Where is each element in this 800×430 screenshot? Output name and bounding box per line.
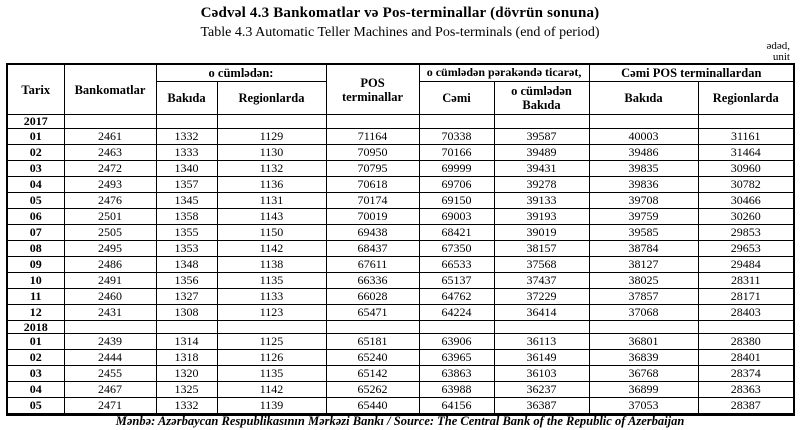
col-header-perakende-ticaret: o cümlədən pərakəndə ticarət, bbox=[419, 64, 589, 82]
value-cell: 2491 bbox=[64, 272, 156, 288]
table-row bbox=[7, 128, 794, 144]
value-cell: 2463 bbox=[64, 144, 156, 160]
value-cell: 36839 bbox=[589, 350, 698, 366]
empty-cell bbox=[64, 320, 156, 334]
value-cell: 37437 bbox=[494, 272, 589, 288]
unit-label-en: unit bbox=[772, 50, 790, 63]
value-cell: 2461 bbox=[64, 128, 156, 144]
value-cell: 1353 bbox=[156, 240, 217, 256]
value-cell: 2431 bbox=[64, 304, 156, 320]
month-cell: 05 bbox=[7, 192, 64, 208]
empty-cell bbox=[217, 115, 326, 129]
value-cell: 67611 bbox=[326, 256, 419, 272]
value-cell: 39587 bbox=[494, 128, 589, 144]
value-cell: 29484 bbox=[698, 256, 794, 272]
year-cell: 2018 bbox=[7, 320, 64, 334]
value-cell: 28387 bbox=[698, 398, 794, 415]
value-cell: 1308 bbox=[156, 304, 217, 320]
value-cell: 29853 bbox=[698, 224, 794, 240]
value-cell: 1332 bbox=[156, 128, 217, 144]
value-cell: 1345 bbox=[156, 192, 217, 208]
unit-labels bbox=[766, 41, 790, 62]
value-cell: 31464 bbox=[698, 144, 794, 160]
col-header-cemi: Cəmi bbox=[419, 82, 494, 115]
value-cell: 2439 bbox=[64, 334, 156, 350]
value-cell: 1135 bbox=[217, 272, 326, 288]
value-cell: 70174 bbox=[326, 192, 419, 208]
value-cell: 65471 bbox=[326, 304, 419, 320]
value-cell: 1125 bbox=[217, 334, 326, 350]
month-cell: 01 bbox=[7, 334, 64, 350]
value-cell: 38127 bbox=[589, 256, 698, 272]
value-cell: 1333 bbox=[156, 144, 217, 160]
value-cell: 2495 bbox=[64, 240, 156, 256]
value-cell: 30782 bbox=[698, 176, 794, 192]
value-cell: 1132 bbox=[217, 160, 326, 176]
value-cell: 65240 bbox=[326, 350, 419, 366]
value-cell: 39133 bbox=[494, 192, 589, 208]
value-cell: 39708 bbox=[589, 192, 698, 208]
value-cell: 65137 bbox=[419, 272, 494, 288]
value-cell: 37068 bbox=[589, 304, 698, 320]
value-cell: 36414 bbox=[494, 304, 589, 320]
value-cell: 64762 bbox=[419, 288, 494, 304]
value-cell: 1150 bbox=[217, 224, 326, 240]
col-header-pos-terminallar: POS terminallar bbox=[326, 64, 419, 115]
empty-cell bbox=[217, 320, 326, 334]
col-header-tarix: Tarix bbox=[7, 64, 64, 115]
col-header-bakida-pos: Bakıda bbox=[589, 82, 698, 115]
empty-cell bbox=[589, 320, 698, 334]
col-header-bakida-atm: Bakıda bbox=[156, 82, 217, 115]
value-cell: 68437 bbox=[326, 240, 419, 256]
table-row bbox=[7, 304, 794, 320]
value-cell: 39019 bbox=[494, 224, 589, 240]
value-cell: 37857 bbox=[589, 288, 698, 304]
value-cell: 1142 bbox=[217, 382, 326, 398]
value-cell: 70019 bbox=[326, 208, 419, 224]
value-cell: 36149 bbox=[494, 350, 589, 366]
value-cell: 65440 bbox=[326, 398, 419, 415]
value-cell: 39489 bbox=[494, 144, 589, 160]
value-cell: 1320 bbox=[156, 366, 217, 382]
value-cell: 1138 bbox=[217, 256, 326, 272]
value-cell: 36801 bbox=[589, 334, 698, 350]
value-cell: 30260 bbox=[698, 208, 794, 224]
value-cell: 1318 bbox=[156, 350, 217, 366]
table-row bbox=[7, 382, 794, 398]
month-cell: 07 bbox=[7, 224, 64, 240]
value-cell: 36103 bbox=[494, 366, 589, 382]
value-cell: 1358 bbox=[156, 208, 217, 224]
col-header-regionlarda-pos: Regionlarda bbox=[698, 82, 794, 115]
year-row bbox=[7, 115, 794, 129]
empty-cell bbox=[589, 115, 698, 129]
value-cell: 2467 bbox=[64, 382, 156, 398]
month-cell: 04 bbox=[7, 382, 64, 398]
value-cell: 1126 bbox=[217, 350, 326, 366]
value-cell: 37229 bbox=[494, 288, 589, 304]
value-cell: 1123 bbox=[217, 304, 326, 320]
month-cell: 02 bbox=[7, 350, 64, 366]
month-cell: 03 bbox=[7, 160, 64, 176]
source-attribution: Mənbə: Azərbaycan Respublikasının Mərkəzi Bankı / Source: The Central Bank of the Republic of Azerbaijan bbox=[115, 414, 685, 428]
value-cell: 28380 bbox=[698, 334, 794, 350]
atm-pos-table bbox=[6, 63, 795, 416]
value-cell: 69003 bbox=[419, 208, 494, 224]
empty-cell bbox=[156, 320, 217, 334]
value-cell: 63988 bbox=[419, 382, 494, 398]
month-cell: 12 bbox=[7, 304, 64, 320]
value-cell: 70950 bbox=[326, 144, 419, 160]
value-cell: 1139 bbox=[217, 398, 326, 415]
value-cell: 37053 bbox=[589, 398, 698, 415]
month-cell: 04 bbox=[7, 176, 64, 192]
value-cell: 2476 bbox=[64, 192, 156, 208]
value-cell: 1142 bbox=[217, 240, 326, 256]
value-cell: 2493 bbox=[64, 176, 156, 192]
month-cell: 11 bbox=[7, 288, 64, 304]
month-cell: 05 bbox=[7, 398, 64, 415]
value-cell: 66533 bbox=[419, 256, 494, 272]
month-cell: 10 bbox=[7, 272, 64, 288]
table-row bbox=[7, 366, 794, 382]
value-cell: 1327 bbox=[156, 288, 217, 304]
month-cell: 06 bbox=[7, 208, 64, 224]
month-cell: 03 bbox=[7, 366, 64, 382]
value-cell: 66336 bbox=[326, 272, 419, 288]
empty-cell bbox=[698, 320, 794, 334]
empty-cell bbox=[64, 115, 156, 129]
empty-cell bbox=[326, 320, 419, 334]
empty-cell bbox=[419, 115, 494, 129]
value-cell: 70795 bbox=[326, 160, 419, 176]
value-cell: 68421 bbox=[419, 224, 494, 240]
value-cell: 39486 bbox=[589, 144, 698, 160]
table-row bbox=[7, 208, 794, 224]
month-cell: 09 bbox=[7, 256, 64, 272]
value-cell: 71164 bbox=[326, 128, 419, 144]
value-cell: 1136 bbox=[217, 176, 326, 192]
table-row bbox=[7, 176, 794, 192]
month-cell: 08 bbox=[7, 240, 64, 256]
value-cell: 69999 bbox=[419, 160, 494, 176]
value-cell: 36768 bbox=[589, 366, 698, 382]
table-row bbox=[7, 272, 794, 288]
value-cell: 1340 bbox=[156, 160, 217, 176]
value-cell: 1357 bbox=[156, 176, 217, 192]
value-cell: 1129 bbox=[217, 128, 326, 144]
value-cell: 63965 bbox=[419, 350, 494, 366]
value-cell: 69438 bbox=[326, 224, 419, 240]
value-cell: 2471 bbox=[64, 398, 156, 415]
value-cell: 1130 bbox=[217, 144, 326, 160]
value-cell: 40003 bbox=[589, 128, 698, 144]
value-cell: 39836 bbox=[589, 176, 698, 192]
table-row bbox=[7, 256, 794, 272]
col-header-o-cumleden: o cümlədən: bbox=[156, 64, 326, 82]
value-cell: 2460 bbox=[64, 288, 156, 304]
table-title-az: Cədvəl 4.3 Bankomatlar və Pos-terminallar (dövrün sonuna) bbox=[200, 5, 600, 21]
value-cell: 28374 bbox=[698, 366, 794, 382]
value-cell: 1133 bbox=[217, 288, 326, 304]
unit-label-az: ədəd, bbox=[766, 40, 790, 52]
table-row bbox=[7, 224, 794, 240]
value-cell: 30466 bbox=[698, 192, 794, 208]
value-cell: 1143 bbox=[217, 208, 326, 224]
value-cell: 1332 bbox=[156, 398, 217, 415]
value-cell: 64156 bbox=[419, 398, 494, 415]
table-row bbox=[7, 144, 794, 160]
value-cell: 1356 bbox=[156, 272, 217, 288]
col-header-regionlarda-atm: Regionlarda bbox=[217, 82, 326, 115]
table-row bbox=[7, 398, 794, 415]
value-cell: 39759 bbox=[589, 208, 698, 224]
table-row bbox=[7, 192, 794, 208]
value-cell: 1314 bbox=[156, 334, 217, 350]
value-cell: 28171 bbox=[698, 288, 794, 304]
table-row bbox=[7, 350, 794, 366]
value-cell: 36237 bbox=[494, 382, 589, 398]
empty-cell bbox=[419, 320, 494, 334]
value-cell: 2455 bbox=[64, 366, 156, 382]
year-row bbox=[7, 320, 794, 334]
value-cell: 1131 bbox=[217, 192, 326, 208]
value-cell: 39431 bbox=[494, 160, 589, 176]
empty-cell bbox=[698, 115, 794, 129]
empty-cell bbox=[326, 115, 419, 129]
value-cell: 28403 bbox=[698, 304, 794, 320]
value-cell: 2486 bbox=[64, 256, 156, 272]
value-cell: 64224 bbox=[419, 304, 494, 320]
table-body bbox=[7, 115, 794, 415]
value-cell: 70338 bbox=[419, 128, 494, 144]
value-cell: 36899 bbox=[589, 382, 698, 398]
value-cell: 65142 bbox=[326, 366, 419, 382]
table-row bbox=[7, 160, 794, 176]
value-cell: 63906 bbox=[419, 334, 494, 350]
col-header-cemi-pos-terminallardan: Cəmi POS terminallardan bbox=[589, 64, 794, 82]
value-cell: 38025 bbox=[589, 272, 698, 288]
value-cell: 38157 bbox=[494, 240, 589, 256]
value-cell: 2444 bbox=[64, 350, 156, 366]
value-cell: 37568 bbox=[494, 256, 589, 272]
value-cell: 1355 bbox=[156, 224, 217, 240]
table-row bbox=[7, 288, 794, 304]
value-cell: 2505 bbox=[64, 224, 156, 240]
value-cell: 1135 bbox=[217, 366, 326, 382]
value-cell: 28311 bbox=[698, 272, 794, 288]
table-row bbox=[7, 240, 794, 256]
value-cell: 65181 bbox=[326, 334, 419, 350]
value-cell: 67350 bbox=[419, 240, 494, 256]
empty-cell bbox=[494, 115, 589, 129]
value-cell: 38784 bbox=[589, 240, 698, 256]
value-cell: 29653 bbox=[698, 240, 794, 256]
value-cell: 63863 bbox=[419, 366, 494, 382]
year-cell: 2017 bbox=[7, 115, 64, 129]
value-cell: 39585 bbox=[589, 224, 698, 240]
empty-cell bbox=[156, 115, 217, 129]
value-cell: 70618 bbox=[326, 176, 419, 192]
empty-cell bbox=[494, 320, 589, 334]
value-cell: 36113 bbox=[494, 334, 589, 350]
value-cell: 69706 bbox=[419, 176, 494, 192]
col-header-o-cumleden-bakida: o cümlədən Bakıda bbox=[494, 82, 589, 115]
value-cell: 69150 bbox=[419, 192, 494, 208]
value-cell: 66028 bbox=[326, 288, 419, 304]
value-cell: 30960 bbox=[698, 160, 794, 176]
value-cell: 28363 bbox=[698, 382, 794, 398]
table-row bbox=[7, 334, 794, 350]
value-cell: 70166 bbox=[419, 144, 494, 160]
value-cell: 39193 bbox=[494, 208, 589, 224]
value-cell: 39278 bbox=[494, 176, 589, 192]
month-cell: 02 bbox=[7, 144, 64, 160]
table-title-en: Table 4.3 Automatic Teller Machines and Pos-terminals (end of period) bbox=[200, 25, 600, 40]
value-cell: 1348 bbox=[156, 256, 217, 272]
month-cell: 01 bbox=[7, 128, 64, 144]
value-cell: 2472 bbox=[64, 160, 156, 176]
value-cell: 39835 bbox=[589, 160, 698, 176]
value-cell: 36387 bbox=[494, 398, 589, 415]
col-header-bankomatlar: Bankomatlar bbox=[64, 64, 156, 115]
value-cell: 28401 bbox=[698, 350, 794, 366]
value-cell: 1325 bbox=[156, 382, 217, 398]
value-cell: 31161 bbox=[698, 128, 794, 144]
value-cell: 65262 bbox=[326, 382, 419, 398]
value-cell: 2501 bbox=[64, 208, 156, 224]
